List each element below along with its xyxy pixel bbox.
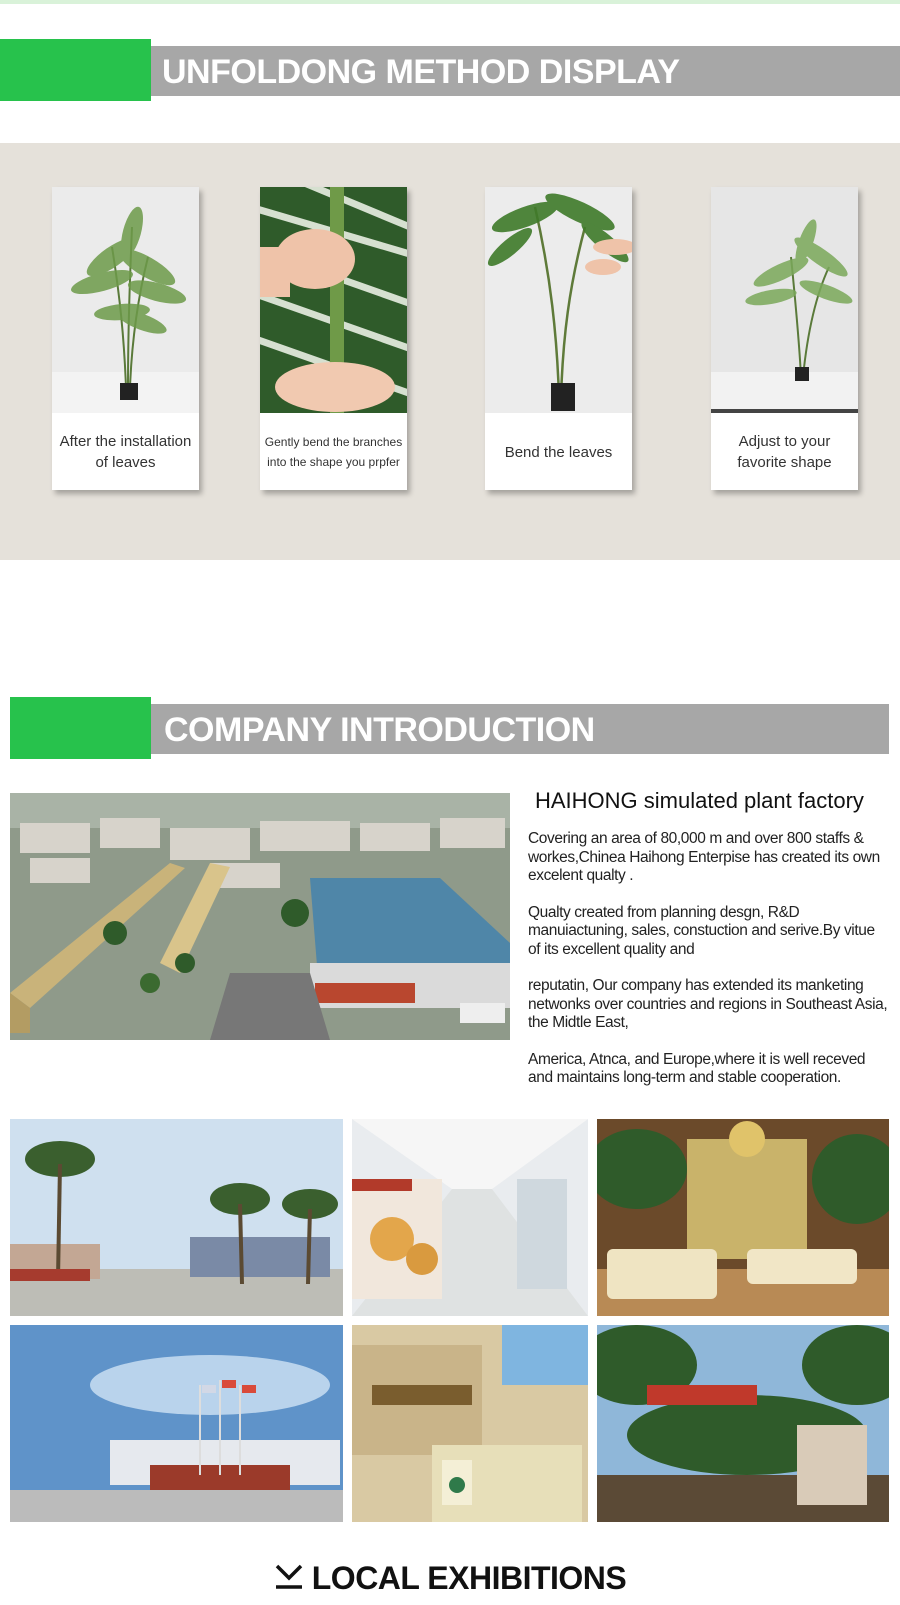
company-paragraph-4: America, Atnca, and Europe,where it is well receved and maintains long-term and stable cooperation. <box>528 1050 866 1086</box>
company-paragraph-1: Covering an area of 80,000 m and over 800 staffs & workes,Chinea Haihong Enterpise has created its own excelent qualty . <box>528 830 880 884</box>
download-icon <box>274 1562 304 1599</box>
gallery-photo-reception <box>352 1325 588 1522</box>
unfolding-section-header <box>0 39 900 101</box>
step-card-2 <box>260 187 407 490</box>
exhibitions-title-text: LOCAL EXHIBITIONS <box>311 1560 627 1596</box>
gallery-photo-garden-entrance <box>597 1325 889 1522</box>
company-section-header <box>0 697 900 759</box>
step-caption-2: Gently bend the branches into the shape you prpfer <box>264 435 403 469</box>
top-divider-line <box>0 0 900 4</box>
step-photo-3 <box>485 187 632 413</box>
company-section-title: COMPANY INTRODUCTION <box>164 711 595 749</box>
factory-aerial-photo <box>10 793 510 1040</box>
header-green-block <box>0 39 151 101</box>
step-photo-1 <box>52 187 199 413</box>
step-card-4 <box>711 187 858 490</box>
step-card-3 <box>485 187 632 490</box>
step-caption-3: Bend the leaves <box>504 443 613 461</box>
step-photo-4 <box>711 187 858 413</box>
company-paragraph-3: reputatin, Our company has extended its manketing netwonks over countries and regions in Southeast Asia, the Midtle East, <box>528 977 888 1031</box>
step-caption-1: After the installation of leaves <box>59 433 192 471</box>
company-heading: HAIHONG simulated plant factory <box>535 788 864 813</box>
gallery-photo-company-gate <box>10 1325 343 1522</box>
step-photo-2 <box>260 187 407 413</box>
step-card-1 <box>52 187 199 490</box>
gallery-photo-palm-yard <box>10 1119 343 1316</box>
gallery-photo-corridor <box>352 1119 588 1316</box>
company-paragraph-2: Qualty created from planning desgn, R&D manuiactuning, sales, constuction and serive.By vitue of its excellent quality and <box>528 903 875 958</box>
unfolding-section-title: UNFOLDONG METHOD DISPLAY <box>162 53 680 91</box>
exhibitions-section-title <box>0 1560 900 1599</box>
header-green-block <box>10 697 151 759</box>
gallery-photo-lobby-sofa <box>597 1119 889 1316</box>
step-caption-4: Adjust to your favorite shape <box>737 433 832 471</box>
company-description <box>528 830 890 1106</box>
